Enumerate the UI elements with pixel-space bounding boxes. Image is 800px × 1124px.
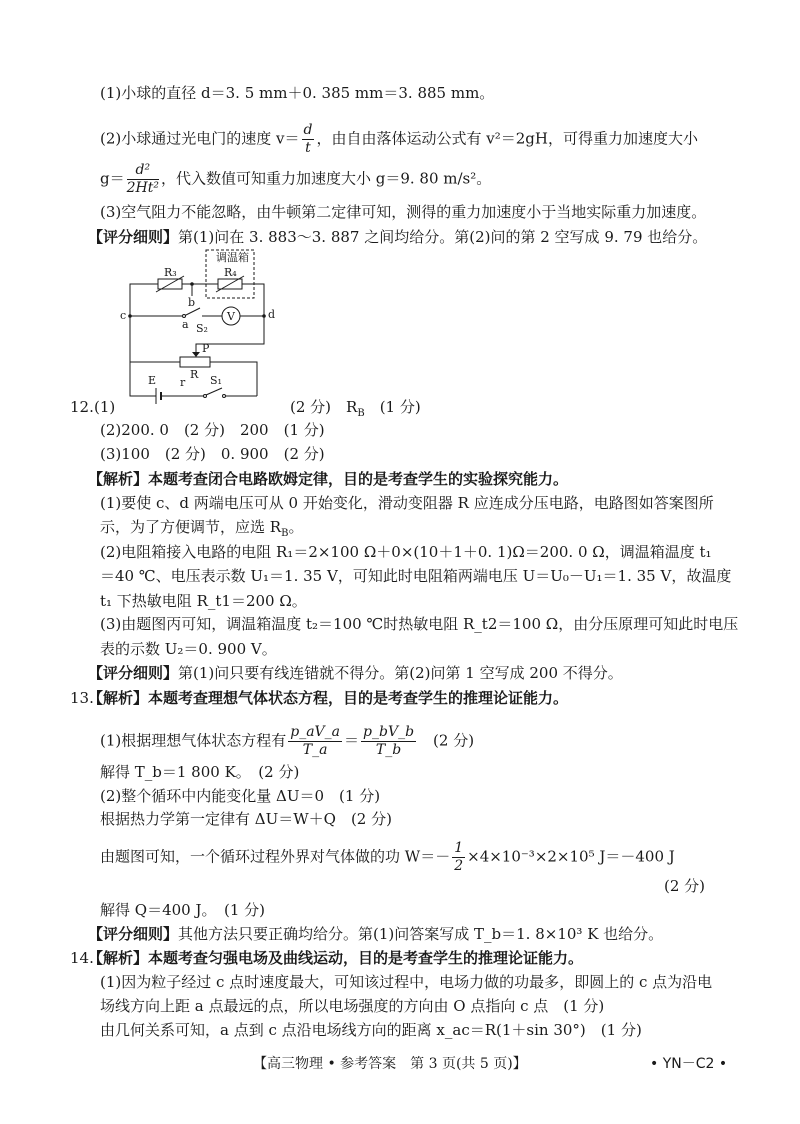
label-r4: R₄ [224, 266, 237, 279]
grading-tag: 【评分细则】 [88, 925, 179, 943]
frac-num: p_bV_b [363, 724, 415, 740]
q12-number: 12. [70, 398, 94, 416]
analysis-text: 本题考查匀强电场及曲线运动，目的是考查学生的推理论证能力。 [148, 949, 584, 967]
frac-den: T_a [302, 742, 328, 758]
q13-step-5-score: (2 分) [664, 877, 706, 895]
e2-sub: B [281, 528, 289, 539]
label-d: d [268, 308, 276, 321]
q13-step-1 [100, 724, 474, 759]
q13-step-4: 根据热力学第一定律有 ΔU＝W＋Q (2 分) [100, 810, 392, 828]
label-e: E [148, 374, 157, 387]
label-v: V [227, 310, 235, 323]
q14-analysis [88, 948, 583, 968]
q13-step-6: 解得 Q＝400 J。 (1 分) [100, 901, 265, 919]
q13-grading [88, 924, 663, 944]
frac-den: 2 [454, 858, 464, 874]
q14-line-1: (1)因为粒子经过 c 点时速度最大，可知该过程中，电场力做的功最多，即圆上的 c 点为沿电 [100, 973, 713, 991]
q14-number: 14. [70, 949, 94, 967]
frac-den: t [305, 140, 311, 156]
footer-right: • YN－C2 • [650, 1056, 728, 1072]
q12-explain-3: (2)电阻箱接入电路的电阻 R₁＝2×100 Ω＋0×(10＋1＋0. 1)Ω＝200. 0 Ω，调温箱温度 t₁ [100, 543, 712, 561]
a1-sub: B [357, 408, 365, 419]
q11-line-1: (1)小球的直径 d＝3. 5 mm＋0. 385 mm＝3. 885 mm。 [100, 84, 495, 102]
q13-number: 13. [70, 689, 94, 707]
q11-line-3 [100, 162, 491, 197]
rheostat-r [180, 357, 210, 367]
e2-end: 。 [288, 518, 304, 536]
frac-num: d [303, 122, 313, 138]
s1-score: (2 分) [433, 731, 475, 750]
box-label: 调温箱 [216, 251, 249, 264]
label-r-small: r [180, 376, 186, 389]
frac-num: p_aV_a [290, 724, 341, 740]
q11-line-4: (3)空气阻力不能忽略，由牛顿第二定律可知，测得的重力加速度小于当地实际重力加速度。 [100, 203, 707, 221]
frac-a [288, 724, 342, 759]
q12-explain-4: ＝40 ℃、电压表示数 U₁＝1. 35 V，可知此时电阻箱两端电压 U＝U₀－U₁＝1. 35 V，故温度 [100, 567, 732, 585]
q14-line-3: 由几何关系可知，a 点到 c 点沿电场线方向的距离 x_ac＝R(1＋sin 30°) (1 分) [100, 1021, 642, 1039]
grading-tag: 【评分细则】 [88, 228, 179, 246]
q13-analysis [88, 688, 568, 708]
q11-grading [88, 227, 707, 247]
s5-tail: ×4×10⁻³×2×10⁵ J＝－400 J [467, 847, 675, 866]
frac-num: 1 [454, 840, 464, 856]
q12-explain-2 [100, 517, 303, 544]
frac-b [361, 724, 416, 759]
grading-text: 第(1)问在 3. 883～3. 887 之间均给分。第(2)问的第 2 空写成 9. 79 也给分。 [178, 228, 708, 246]
analysis-text: 本题考查理想气体状态方程，目的是考查学生的推理论证能力。 [148, 689, 569, 707]
q12-grading [88, 663, 623, 683]
q13-step-5 [100, 840, 675, 875]
frac-half [452, 840, 465, 875]
q11-frac-g [127, 162, 159, 197]
label-b: b [188, 296, 196, 309]
s1-text: (1)根据理想气体状态方程有 [100, 731, 287, 750]
label-s1: S₁ [210, 374, 222, 387]
frac-den: T_b [375, 742, 402, 758]
q12-answer-3: (3)100 (2 分) 0. 900 (2 分) [100, 445, 325, 463]
circuit-diagram [112, 248, 282, 410]
slider-p [192, 352, 200, 357]
q12-answer-2: (2)200. 0 (2 分) 200 (1 分) [100, 421, 325, 439]
q14-line-2: 场线方向上距 a 点最远的点，所以电场强度的方向由 O 点指向 c 点 (1 分) [100, 997, 605, 1015]
label-r: R [190, 368, 199, 381]
grading-tag: 【评分细则】 [88, 664, 179, 682]
a1-end: (1 分) [379, 398, 421, 416]
q12-analysis [88, 469, 568, 489]
q11-line-3b: ，代入数值可知重力加速度大小 g＝9. 80 m/s²。 [160, 169, 492, 188]
footer-center: 【高三物理 • 参考答案 第 3 页(共 5 页)】 [253, 1056, 527, 1072]
label-a: a [182, 318, 189, 331]
q11-frac-d-t [302, 122, 315, 157]
label-r3: R₃ [164, 266, 177, 279]
q11-line-2b: ，由自由落体运动公式有 v²＝2gH，可得重力加速度大小 [316, 129, 698, 148]
q11-line-2a: (2)小球通过光电门的速度 v＝ [100, 129, 300, 148]
q12-answer-1: (1) [94, 398, 116, 416]
switch-s2 [184, 308, 200, 316]
label-s2: S₂ [196, 322, 208, 335]
s5-text: 由题图可知，一个循环过程外界对气体做的功 W＝－ [100, 847, 451, 866]
e2-text: 示，为了方便调节，应选 R [100, 518, 282, 536]
frac-den: 2Ht² [126, 180, 159, 196]
label-p: P [202, 342, 210, 355]
grading-text: 第(1)问只要有线连错就不得分。第(2)问第 1 空写成 200 不得分。 [178, 664, 623, 682]
a1-tail: (2 分) R [290, 398, 358, 416]
s1-eq: ＝ [344, 731, 360, 750]
q13-step-3: (2)整个循环中内能变化量 ΔU＝0 (1 分) [100, 787, 381, 805]
q12-explain-6: (3)由题图丙可知，调温箱温度 t₂＝100 ℃时热敏电阻 R_t2＝100 Ω，由分压原理可知此时电压 [100, 615, 739, 633]
analysis-text: 本题考查闭合电路欧姆定律，目的是考查学生的实验探究能力。 [148, 470, 569, 488]
q12-explain-7: 表的示数 U₂＝0. 900 V。 [100, 640, 277, 658]
analysis-tag: 【解析】 [88, 689, 149, 707]
q12-explain-1: (1)要使 c、d 两端电压可从 0 开始变化，滑动变阻器 R 应连成分压电路，电路图如答案图所 [100, 494, 714, 512]
label-c: c [120, 309, 127, 322]
analysis-tag: 【解析】 [88, 470, 149, 488]
frac-num: d² [127, 162, 159, 180]
analysis-tag: 【解析】 [88, 949, 149, 967]
q11-line-2 [100, 122, 698, 157]
q11-line-3a: g＝ [100, 169, 125, 188]
grading-text: 其他方法只要正确均给分。第(1)问答案写成 T_b＝1. 8×10³ K 也给分。 [178, 925, 664, 943]
switch-s1 [206, 388, 222, 395]
q13-step-2: 解得 T_b＝1 800 K。 (2 分) [100, 763, 300, 781]
q12-explain-5: t₁ 下热敏电阻 R_t1＝200 Ω。 [100, 592, 307, 610]
